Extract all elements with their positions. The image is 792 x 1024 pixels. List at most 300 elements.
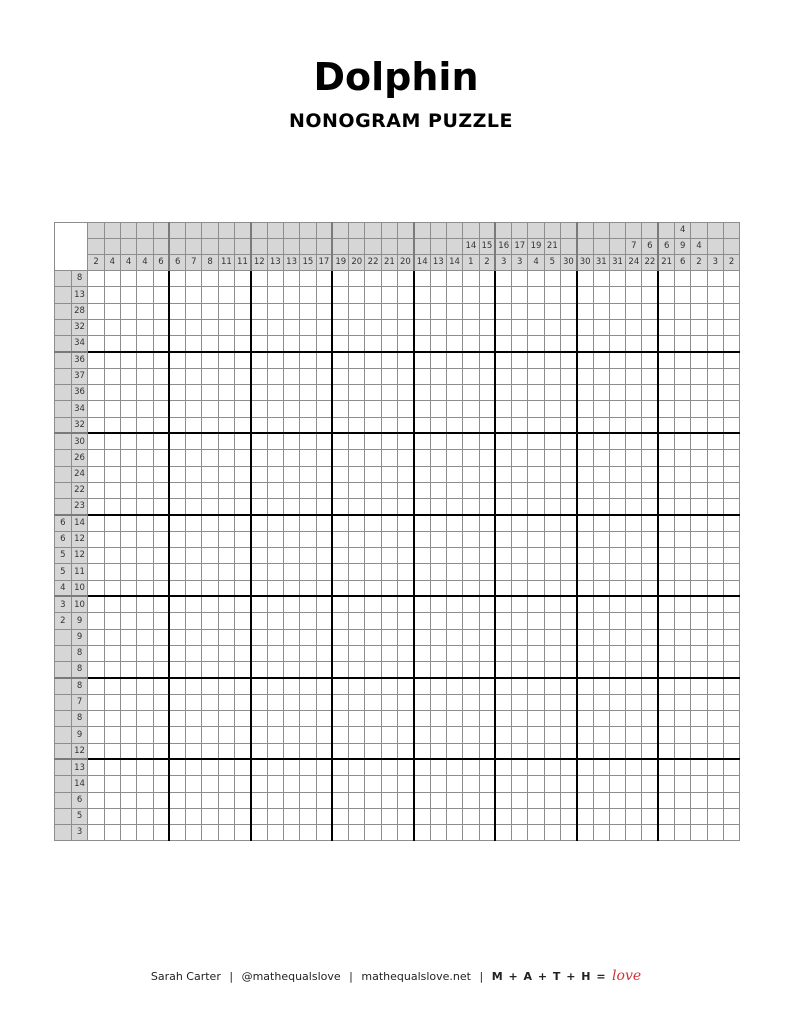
puzzle-cell[interactable] <box>479 662 495 678</box>
puzzle-cell[interactable] <box>544 678 560 694</box>
puzzle-cell[interactable] <box>658 368 674 384</box>
puzzle-cell[interactable] <box>495 580 511 596</box>
puzzle-cell[interactable] <box>560 694 576 710</box>
puzzle-cell[interactable] <box>593 564 609 580</box>
puzzle-cell[interactable] <box>218 596 234 612</box>
puzzle-cell[interactable] <box>120 808 136 824</box>
puzzle-cell[interactable] <box>495 368 511 384</box>
puzzle-cell[interactable] <box>251 808 267 824</box>
puzzle-cell[interactable] <box>120 450 136 466</box>
puzzle-cell[interactable] <box>707 580 723 596</box>
puzzle-cell[interactable] <box>202 678 218 694</box>
puzzle-cell[interactable] <box>267 319 283 335</box>
puzzle-cell[interactable] <box>642 385 658 401</box>
puzzle-cell[interactable] <box>218 303 234 319</box>
puzzle-cell[interactable] <box>495 352 511 368</box>
puzzle-cell[interactable] <box>430 466 446 482</box>
puzzle-cell[interactable] <box>153 499 169 515</box>
puzzle-cell[interactable] <box>104 433 120 449</box>
puzzle-cell[interactable] <box>512 499 528 515</box>
puzzle-cell[interactable] <box>88 352 104 368</box>
puzzle-cell[interactable] <box>218 271 234 287</box>
puzzle-cell[interactable] <box>88 450 104 466</box>
puzzle-cell[interactable] <box>349 727 365 743</box>
puzzle-cell[interactable] <box>186 368 202 384</box>
puzzle-cell[interactable] <box>479 564 495 580</box>
puzzle-cell[interactable] <box>560 482 576 498</box>
puzzle-cell[interactable] <box>283 629 299 645</box>
puzzle-cell[interactable] <box>120 613 136 629</box>
puzzle-cell[interactable] <box>479 613 495 629</box>
puzzle-cell[interactable] <box>153 287 169 303</box>
puzzle-cell[interactable] <box>104 352 120 368</box>
puzzle-cell[interactable] <box>104 727 120 743</box>
puzzle-cell[interactable] <box>283 645 299 661</box>
puzzle-cell[interactable] <box>593 808 609 824</box>
puzzle-cell[interactable] <box>235 776 251 792</box>
puzzle-cell[interactable] <box>658 499 674 515</box>
puzzle-cell[interactable] <box>626 596 642 612</box>
puzzle-cell[interactable] <box>593 629 609 645</box>
puzzle-cell[interactable] <box>463 450 479 466</box>
puzzle-cell[interactable] <box>642 531 658 547</box>
puzzle-cell[interactable] <box>642 808 658 824</box>
puzzle-cell[interactable] <box>267 482 283 498</box>
puzzle-cell[interactable] <box>153 319 169 335</box>
puzzle-cell[interactable] <box>365 613 381 629</box>
puzzle-cell[interactable] <box>332 515 348 531</box>
puzzle-cell[interactable] <box>88 613 104 629</box>
puzzle-cell[interactable] <box>381 531 397 547</box>
puzzle-cell[interactable] <box>186 531 202 547</box>
puzzle-cell[interactable] <box>137 564 153 580</box>
puzzle-cell[interactable] <box>332 564 348 580</box>
puzzle-cell[interactable] <box>267 336 283 352</box>
puzzle-cell[interactable] <box>120 499 136 515</box>
puzzle-cell[interactable] <box>495 613 511 629</box>
puzzle-cell[interactable] <box>120 564 136 580</box>
puzzle-cell[interactable] <box>186 385 202 401</box>
puzzle-cell[interactable] <box>642 678 658 694</box>
puzzle-cell[interactable] <box>609 711 625 727</box>
puzzle-cell[interactable] <box>642 548 658 564</box>
puzzle-cell[interactable] <box>626 352 642 368</box>
puzzle-cell[interactable] <box>430 776 446 792</box>
puzzle-cell[interactable] <box>398 466 414 482</box>
puzzle-cell[interactable] <box>495 417 511 433</box>
puzzle-cell[interactable] <box>707 287 723 303</box>
puzzle-cell[interactable] <box>381 613 397 629</box>
puzzle-cell[interactable] <box>251 662 267 678</box>
puzzle-cell[interactable] <box>349 776 365 792</box>
puzzle-cell[interactable] <box>414 825 430 841</box>
puzzle-cell[interactable] <box>479 368 495 384</box>
puzzle-cell[interactable] <box>560 711 576 727</box>
puzzle-cell[interactable] <box>577 629 593 645</box>
puzzle-cell[interactable] <box>365 776 381 792</box>
puzzle-cell[interactable] <box>332 596 348 612</box>
puzzle-cell[interactable] <box>202 580 218 596</box>
puzzle-cell[interactable] <box>88 596 104 612</box>
puzzle-cell[interactable] <box>332 271 348 287</box>
puzzle-cell[interactable] <box>577 417 593 433</box>
puzzle-cell[interactable] <box>202 808 218 824</box>
puzzle-cell[interactable] <box>463 580 479 596</box>
puzzle-cell[interactable] <box>283 417 299 433</box>
puzzle-cell[interactable] <box>251 792 267 808</box>
puzzle-cell[interactable] <box>675 678 691 694</box>
puzzle-cell[interactable] <box>463 271 479 287</box>
puzzle-cell[interactable] <box>202 759 218 775</box>
puzzle-cell[interactable] <box>235 401 251 417</box>
puzzle-cell[interactable] <box>446 531 462 547</box>
puzzle-cell[interactable] <box>202 466 218 482</box>
puzzle-cell[interactable] <box>609 531 625 547</box>
puzzle-cell[interactable] <box>104 385 120 401</box>
puzzle-cell[interactable] <box>137 499 153 515</box>
puzzle-cell[interactable] <box>186 694 202 710</box>
puzzle-cell[interactable] <box>104 336 120 352</box>
puzzle-cell[interactable] <box>202 629 218 645</box>
puzzle-cell[interactable] <box>560 319 576 335</box>
puzzle-cell[interactable] <box>316 776 332 792</box>
puzzle-cell[interactable] <box>495 287 511 303</box>
puzzle-cell[interactable] <box>675 564 691 580</box>
puzzle-cell[interactable] <box>104 825 120 841</box>
puzzle-cell[interactable] <box>267 499 283 515</box>
puzzle-cell[interactable] <box>446 662 462 678</box>
puzzle-cell[interactable] <box>430 287 446 303</box>
puzzle-cell[interactable] <box>593 596 609 612</box>
puzzle-cell[interactable] <box>723 825 739 841</box>
puzzle-cell[interactable] <box>658 352 674 368</box>
puzzle-cell[interactable] <box>723 401 739 417</box>
puzzle-cell[interactable] <box>544 825 560 841</box>
puzzle-cell[interactable] <box>349 287 365 303</box>
puzzle-cell[interactable] <box>414 743 430 759</box>
puzzle-cell[interactable] <box>707 401 723 417</box>
puzzle-cell[interactable] <box>300 433 316 449</box>
puzzle-cell[interactable] <box>300 776 316 792</box>
puzzle-cell[interactable] <box>316 613 332 629</box>
puzzle-cell[interactable] <box>707 564 723 580</box>
puzzle-cell[interactable] <box>120 319 136 335</box>
puzzle-cell[interactable] <box>153 352 169 368</box>
puzzle-cell[interactable] <box>609 825 625 841</box>
puzzle-cell[interactable] <box>479 319 495 335</box>
puzzle-cell[interactable] <box>528 515 544 531</box>
puzzle-cell[interactable] <box>120 401 136 417</box>
puzzle-cell[interactable] <box>267 678 283 694</box>
puzzle-cell[interactable] <box>675 531 691 547</box>
puzzle-cell[interactable] <box>626 417 642 433</box>
puzzle-cell[interactable] <box>463 515 479 531</box>
puzzle-cell[interactable] <box>218 711 234 727</box>
puzzle-cell[interactable] <box>577 336 593 352</box>
puzzle-cell[interactable] <box>626 515 642 531</box>
puzzle-cell[interactable] <box>349 564 365 580</box>
puzzle-cell[interactable] <box>512 629 528 645</box>
puzzle-cell[interactable] <box>120 515 136 531</box>
puzzle-cell[interactable] <box>675 629 691 645</box>
puzzle-cell[interactable] <box>560 271 576 287</box>
puzzle-cell[interactable] <box>593 352 609 368</box>
puzzle-cell[interactable] <box>332 368 348 384</box>
puzzle-cell[interactable] <box>560 499 576 515</box>
puzzle-cell[interactable] <box>332 336 348 352</box>
puzzle-cell[interactable] <box>235 596 251 612</box>
puzzle-cell[interactable] <box>381 499 397 515</box>
puzzle-cell[interactable] <box>479 743 495 759</box>
puzzle-cell[interactable] <box>251 531 267 547</box>
puzzle-cell[interactable] <box>609 482 625 498</box>
puzzle-cell[interactable] <box>723 271 739 287</box>
puzzle-cell[interactable] <box>169 825 185 841</box>
puzzle-cell[interactable] <box>137 319 153 335</box>
puzzle-cell[interactable] <box>528 808 544 824</box>
puzzle-cell[interactable] <box>707 596 723 612</box>
puzzle-cell[interactable] <box>218 580 234 596</box>
puzzle-cell[interactable] <box>218 450 234 466</box>
puzzle-cell[interactable] <box>609 694 625 710</box>
puzzle-cell[interactable] <box>414 776 430 792</box>
puzzle-cell[interactable] <box>430 515 446 531</box>
puzzle-cell[interactable] <box>267 825 283 841</box>
puzzle-cell[interactable] <box>512 336 528 352</box>
puzzle-cell[interactable] <box>186 792 202 808</box>
puzzle-cell[interactable] <box>642 499 658 515</box>
puzzle-cell[interactable] <box>153 433 169 449</box>
puzzle-cell[interactable] <box>642 417 658 433</box>
puzzle-cell[interactable] <box>479 792 495 808</box>
puzzle-cell[interactable] <box>707 531 723 547</box>
puzzle-cell[interactable] <box>398 385 414 401</box>
puzzle-cell[interactable] <box>398 515 414 531</box>
puzzle-cell[interactable] <box>479 531 495 547</box>
puzzle-cell[interactable] <box>414 385 430 401</box>
puzzle-cell[interactable] <box>544 417 560 433</box>
puzzle-cell[interactable] <box>414 401 430 417</box>
puzzle-cell[interactable] <box>235 678 251 694</box>
puzzle-cell[interactable] <box>186 417 202 433</box>
puzzle-cell[interactable] <box>560 776 576 792</box>
puzzle-cell[interactable] <box>218 352 234 368</box>
puzzle-cell[interactable] <box>528 499 544 515</box>
puzzle-cell[interactable] <box>283 303 299 319</box>
puzzle-cell[interactable] <box>283 662 299 678</box>
puzzle-cell[interactable] <box>332 401 348 417</box>
puzzle-cell[interactable] <box>349 662 365 678</box>
puzzle-cell[interactable] <box>251 678 267 694</box>
puzzle-cell[interactable] <box>593 368 609 384</box>
puzzle-cell[interactable] <box>137 385 153 401</box>
puzzle-cell[interactable] <box>414 678 430 694</box>
puzzle-cell[interactable] <box>316 336 332 352</box>
puzzle-cell[interactable] <box>528 352 544 368</box>
puzzle-cell[interactable] <box>186 548 202 564</box>
puzzle-cell[interactable] <box>349 466 365 482</box>
puzzle-cell[interactable] <box>544 433 560 449</box>
puzzle-cell[interactable] <box>626 743 642 759</box>
puzzle-cell[interactable] <box>414 629 430 645</box>
puzzle-cell[interactable] <box>495 466 511 482</box>
puzzle-cell[interactable] <box>463 287 479 303</box>
puzzle-cell[interactable] <box>365 287 381 303</box>
puzzle-cell[interactable] <box>300 385 316 401</box>
puzzle-cell[interactable] <box>512 466 528 482</box>
puzzle-cell[interactable] <box>528 433 544 449</box>
puzzle-cell[interactable] <box>593 727 609 743</box>
puzzle-cell[interactable] <box>169 613 185 629</box>
puzzle-cell[interactable] <box>512 825 528 841</box>
puzzle-cell[interactable] <box>544 613 560 629</box>
puzzle-cell[interactable] <box>446 645 462 661</box>
puzzle-cell[interactable] <box>169 743 185 759</box>
puzzle-cell[interactable] <box>675 759 691 775</box>
puzzle-cell[interactable] <box>104 678 120 694</box>
puzzle-cell[interactable] <box>365 385 381 401</box>
puzzle-cell[interactable] <box>169 711 185 727</box>
puzzle-cell[interactable] <box>349 743 365 759</box>
puzzle-cell[interactable] <box>658 319 674 335</box>
puzzle-cell[interactable] <box>593 613 609 629</box>
puzzle-cell[interactable] <box>300 319 316 335</box>
puzzle-cell[interactable] <box>609 645 625 661</box>
puzzle-cell[interactable] <box>723 433 739 449</box>
puzzle-cell[interactable] <box>300 694 316 710</box>
puzzle-cell[interactable] <box>169 808 185 824</box>
puzzle-cell[interactable] <box>463 352 479 368</box>
puzzle-cell[interactable] <box>675 580 691 596</box>
puzzle-cell[interactable] <box>479 433 495 449</box>
puzzle-cell[interactable] <box>398 482 414 498</box>
puzzle-cell[interactable] <box>675 596 691 612</box>
puzzle-cell[interactable] <box>235 759 251 775</box>
puzzle-cell[interactable] <box>120 303 136 319</box>
puzzle-cell[interactable] <box>300 482 316 498</box>
puzzle-cell[interactable] <box>609 743 625 759</box>
puzzle-cell[interactable] <box>512 711 528 727</box>
puzzle-cell[interactable] <box>153 466 169 482</box>
puzzle-cell[interactable] <box>349 352 365 368</box>
puzzle-cell[interactable] <box>577 776 593 792</box>
puzzle-cell[interactable] <box>169 482 185 498</box>
puzzle-cell[interactable] <box>626 645 642 661</box>
puzzle-cell[interactable] <box>283 580 299 596</box>
puzzle-cell[interactable] <box>137 352 153 368</box>
puzzle-cell[interactable] <box>251 564 267 580</box>
puzzle-cell[interactable] <box>593 776 609 792</box>
puzzle-cell[interactable] <box>398 450 414 466</box>
puzzle-cell[interactable] <box>169 776 185 792</box>
puzzle-cell[interactable] <box>463 531 479 547</box>
puzzle-cell[interactable] <box>479 645 495 661</box>
puzzle-cell[interactable] <box>675 352 691 368</box>
puzzle-cell[interactable] <box>446 336 462 352</box>
puzzle-cell[interactable] <box>88 694 104 710</box>
puzzle-cell[interactable] <box>479 417 495 433</box>
puzzle-cell[interactable] <box>169 596 185 612</box>
puzzle-cell[interactable] <box>544 352 560 368</box>
puzzle-cell[interactable] <box>398 711 414 727</box>
puzzle-cell[interactable] <box>300 792 316 808</box>
puzzle-cell[interactable] <box>560 433 576 449</box>
puzzle-cell[interactable] <box>544 303 560 319</box>
puzzle-cell[interactable] <box>202 548 218 564</box>
puzzle-cell[interactable] <box>104 792 120 808</box>
puzzle-cell[interactable] <box>120 792 136 808</box>
puzzle-cell[interactable] <box>267 776 283 792</box>
puzzle-cell[interactable] <box>512 450 528 466</box>
puzzle-cell[interactable] <box>300 287 316 303</box>
puzzle-cell[interactable] <box>430 662 446 678</box>
puzzle-cell[interactable] <box>381 482 397 498</box>
puzzle-cell[interactable] <box>349 531 365 547</box>
puzzle-cell[interactable] <box>153 662 169 678</box>
puzzle-cell[interactable] <box>642 580 658 596</box>
puzzle-cell[interactable] <box>251 303 267 319</box>
puzzle-cell[interactable] <box>577 368 593 384</box>
puzzle-cell[interactable] <box>398 759 414 775</box>
puzzle-cell[interactable] <box>153 727 169 743</box>
puzzle-cell[interactable] <box>479 548 495 564</box>
puzzle-cell[interactable] <box>723 417 739 433</box>
puzzle-cell[interactable] <box>398 499 414 515</box>
puzzle-cell[interactable] <box>658 580 674 596</box>
puzzle-cell[interactable] <box>186 303 202 319</box>
puzzle-cell[interactable] <box>626 776 642 792</box>
puzzle-cell[interactable] <box>300 401 316 417</box>
puzzle-cell[interactable] <box>153 401 169 417</box>
puzzle-cell[interactable] <box>202 743 218 759</box>
puzzle-cell[interactable] <box>707 759 723 775</box>
puzzle-cell[interactable] <box>463 808 479 824</box>
puzzle-cell[interactable] <box>283 548 299 564</box>
puzzle-cell[interactable] <box>528 759 544 775</box>
puzzle-cell[interactable] <box>675 613 691 629</box>
puzzle-cell[interactable] <box>104 743 120 759</box>
puzzle-cell[interactable] <box>235 482 251 498</box>
puzzle-cell[interactable] <box>463 792 479 808</box>
puzzle-cell[interactable] <box>104 417 120 433</box>
puzzle-cell[interactable] <box>332 499 348 515</box>
puzzle-cell[interactable] <box>707 499 723 515</box>
puzzle-cell[interactable] <box>446 613 462 629</box>
puzzle-cell[interactable] <box>479 727 495 743</box>
puzzle-cell[interactable] <box>707 466 723 482</box>
puzzle-cell[interactable] <box>512 596 528 612</box>
puzzle-cell[interactable] <box>658 629 674 645</box>
puzzle-cell[interactable] <box>316 645 332 661</box>
puzzle-cell[interactable] <box>463 466 479 482</box>
puzzle-cell[interactable] <box>169 792 185 808</box>
puzzle-cell[interactable] <box>528 271 544 287</box>
puzzle-cell[interactable] <box>300 271 316 287</box>
puzzle-cell[interactable] <box>675 482 691 498</box>
puzzle-cell[interactable] <box>642 271 658 287</box>
puzzle-cell[interactable] <box>235 499 251 515</box>
puzzle-cell[interactable] <box>707 336 723 352</box>
puzzle-cell[interactable] <box>626 287 642 303</box>
puzzle-cell[interactable] <box>316 417 332 433</box>
puzzle-cell[interactable] <box>104 401 120 417</box>
puzzle-cell[interactable] <box>267 711 283 727</box>
puzzle-cell[interactable] <box>658 287 674 303</box>
puzzle-cell[interactable] <box>349 711 365 727</box>
puzzle-cell[interactable] <box>398 678 414 694</box>
puzzle-cell[interactable] <box>153 776 169 792</box>
puzzle-cell[interactable] <box>316 401 332 417</box>
